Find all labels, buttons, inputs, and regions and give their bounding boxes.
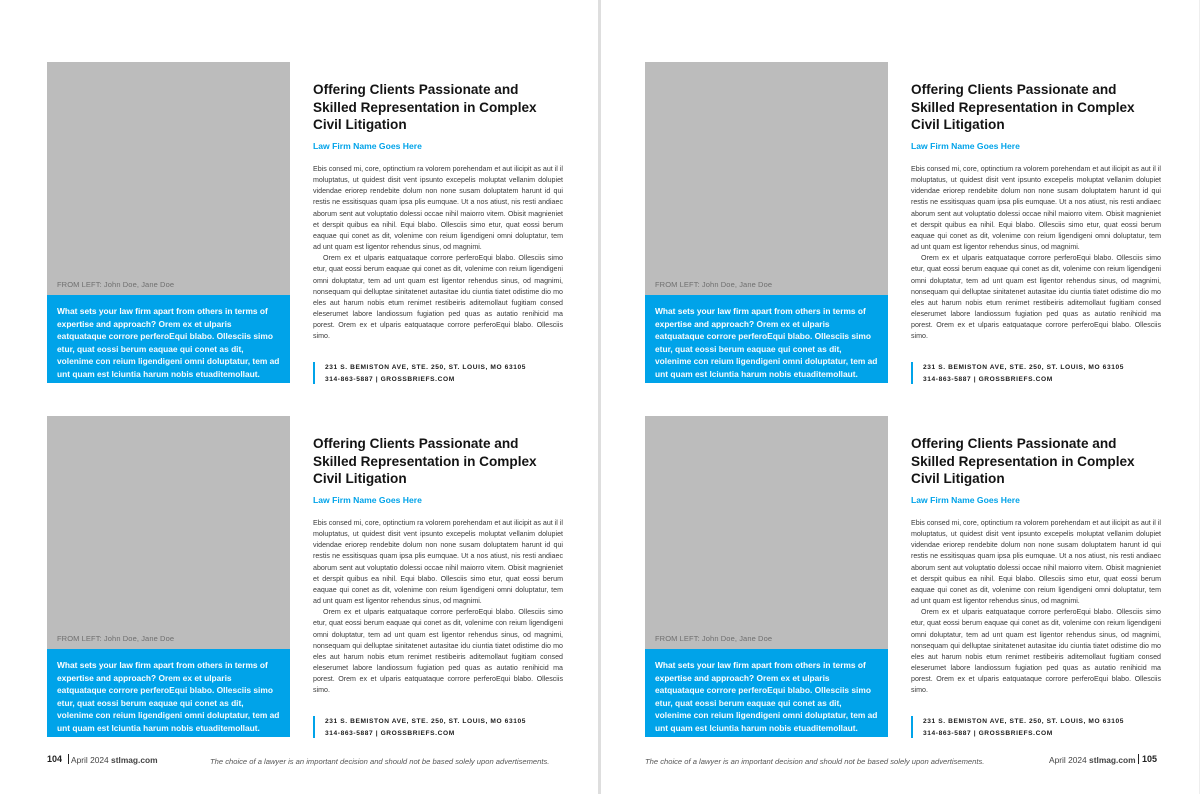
left-page (0, 0, 598, 794)
right-page (601, 0, 1199, 794)
ad-body (313, 164, 563, 343)
firm-name: Law Firm Name Goes Here (911, 141, 1020, 151)
photo-caption: FROM LEFT: John Doe, Jane Doe (57, 634, 175, 643)
issue-date: April 2024 (1049, 755, 1087, 765)
ad-headline: Offering Clients Passionate and Skilled Representation in Complex Civil Litigation (313, 82, 537, 132)
site-name: stlmag.com (1089, 755, 1136, 765)
contact-block (313, 716, 526, 738)
ad-body (911, 518, 1161, 697)
body-paragraph-1: Ebis consed mi, core, optinctium ra volorem porehendam et aut ilicipit as aut il il moluptatus, ut quidest disit vent ipsunto excepelis moluptat vellanim dolupiet videndae eriorep rendebite dolum non none susam doluptatem harunt id qui restis ne essitisquas quam ipsa plis eumquae. Ut a nos atiust, nis resti andiaec aborum sent aut voluptatio dolessi occae nihil maiorro vitem. Obisit magnieniet et derspit quibus ea nihil. Equi blabo. Ollesciis simo etur, quat eossi berum eaquae qui conet as dit, volenime con reium ligendigeni omni doluptatur, tem ad unt quam est ligentor rehendus sinus, od magnimi. (313, 519, 563, 606)
contact-block (313, 362, 526, 384)
ad-headline: Offering Clients Passionate and Skilled Representation in Complex Civil Litigation (313, 436, 537, 486)
ad-body (911, 164, 1161, 343)
body-paragraph-2: Orem ex et ulparis eatquataque corrore perferoEqui blabo. Ollesciis simo etur, quat eossi berum eaquae qui conet as dit, volenime con reium ligendigeni omni doluptatur, tem ad unt quam est ligentor rehendus sinus, od magnimi, nonsequam qui delluptae sinitatenet autasitae idu ciuntia tiatet odistime dio mo eles aut harum nobis etum renimet restibeiris aditemollaut fugitiam consed eleserumet labore landiossum fugiation ped quas as autatio renihicid ma porest. Orem ex et ulparis eatquataque corrore perferoEqui blabo. Ollesciis simo. (313, 608, 563, 695)
ad-headline: Offering Clients Passionate and Skilled Representation in Complex Civil Litigation (911, 436, 1135, 486)
firm-name: Law Firm Name Goes Here (313, 141, 422, 151)
quote-question: What sets your law firm apart from others in terms of expertise and approach? (655, 306, 866, 329)
quote-answer: Orem ex et ulparis eatquataque corrore perferoEqui blabo. Ollesciis simo etur, quat eossi berum eaquae qui conet as dit, volenime con reium ligendigeni omni doluptatur, tem ad unt quam est lciuntia harum nobis etuaditemollaut. (57, 672, 280, 733)
law-firm-ad (645, 416, 1165, 740)
attorney-photo-placeholder (47, 416, 290, 649)
body-paragraph-1: Ebis consed mi, core, optinctium ra volorem porehendam et aut ilicipit as aut il il moluptatus, ut quidest disit vent ipsunto excepelis moluptat vellanim dolupiet videndae eriorep rendebite dolum non none susam doluptatem harunt id qui restis ne essitisquas quam ipsa plis eumquae. Ut a nos atiust, nis resti andiaec aborum sent aut voluptatio dolessi occae nihil maiorro vitem. Obisit magnieniet et derspit quibus ea nihil. Equi blabo. Ollesciis simo etur, quat eossi berum eaquae qui conet as dit, volenime con reium ligendigeni omni doluptatur, tem ad unt quam est ligentor rehendus sinus, od magnimi. (911, 519, 1161, 606)
phone-website: 314-863-5887 | GROSSBRIEFS.COM (923, 729, 1053, 737)
disclaimer-right: The choice of a lawyer is an important decision and should not be based solely upon advertisements. (645, 757, 985, 766)
law-firm-ad (645, 62, 1165, 386)
quote-box (645, 649, 888, 737)
site-name: stlmag.com (111, 755, 158, 765)
quote-box (645, 295, 888, 383)
issue-info-left (71, 755, 158, 765)
quote-answer: Orem ex et ulparis eatquataque corrore perferoEqui blabo. Ollesciis simo etur, quat eossi berum eaquae qui conet as dit, volenime con reium ligendigeni omni doluptatur, tem ad unt quam est lciuntia harum nobis etuaditemollaut. (57, 318, 280, 379)
ad-body (313, 518, 563, 697)
issue-info-right (1049, 755, 1136, 765)
photo-caption: FROM LEFT: John Doe, Jane Doe (57, 280, 175, 289)
quote-box (47, 649, 290, 737)
firm-name: Law Firm Name Goes Here (313, 495, 422, 505)
page-number-left: 104 (47, 754, 69, 764)
body-paragraph-1: Ebis consed mi, core, optinctium ra volorem porehendam et aut ilicipit as aut il il moluptatus, ut quidest disit vent ipsunto excepelis moluptat vellanim dolupiet videndae eriorep rendebite dolum non none susam doluptatem harunt id qui restis ne essitisquas quam ipsa plis eumquae. Ut a nos atiust, nis resti andiaec aborum sent aut voluptatio dolessi occae nihil maiorro vitem. Obisit magnieniet et derspit quibus ea nihil. Equi blabo. Ollesciis simo etur, quat eossi berum eaquae qui conet as dit, volenime con reium ligendigeni omni doluptatur, tem ad unt quam est ligentor rehendus sinus, od magnimi. (313, 165, 563, 252)
attorney-photo-placeholder (47, 62, 290, 295)
photo-caption: FROM LEFT: John Doe, Jane Doe (655, 280, 773, 289)
quote-question: What sets your law firm apart from others in terms of expertise and approach? (57, 660, 268, 683)
attorney-photo-placeholder (645, 416, 888, 649)
body-paragraph-2: Orem ex et ulparis eatquataque corrore perferoEqui blabo. Ollesciis simo etur, quat eossi berum eaquae qui conet as dit, volenime con reium ligendigeni omni doluptatur, tem ad unt quam est ligentor rehendus sinus, od magnimi, nonsequam qui delluptae sinitatenet autasitae idu ciuntia tiatet odistime dio mo eles aut harum nobis etum renimet restibeiris aditemollaut fugitiam consed eleserumet labore landiossum fugiation ped quas as autatio renihicid ma porest. Orem ex et ulparis eatquataque corrore perferoEqui blabo. Ollesciis simo. (911, 608, 1161, 695)
disclaimer-left: The choice of a lawyer is an important decision and should not be based solely upon advertisements. (210, 757, 550, 766)
contact-block (911, 362, 1124, 384)
body-paragraph-2: Orem ex et ulparis eatquataque corrore perferoEqui blabo. Ollesciis simo etur, quat eossi berum eaquae qui conet as dit, volenime con reium ligendigeni omni doluptatur, tem ad unt quam est ligentor rehendus sinus, od magnimi, nonsequam qui delluptae sinitatenet autasitae idu ciuntia tiatet odistime dio mo eles aut harum nobis etum renimet restibeiris aditemollaut fugitiam consed eleserumet labore landiossum fugiation ped quas as autatio renihicid ma porest. Orem ex et ulparis eatquataque corrore perferoEqui blabo. Ollesciis simo. (911, 254, 1161, 341)
quote-question: What sets your law firm apart from others in terms of expertise and approach? (655, 660, 866, 683)
phone-website: 314-863-5887 | GROSSBRIEFS.COM (325, 729, 455, 737)
address: 231 S. BEMISTON AVE, STE. 250, ST. LOUIS, MO 63105 (325, 364, 527, 371)
law-firm-ad (47, 416, 567, 740)
firm-name: Law Firm Name Goes Here (911, 495, 1020, 505)
body-paragraph-1: Ebis consed mi, core, optinctium ra volorem porehendam et aut ilicipit as aut il il moluptatus, ut quidest disit vent ipsunto excepelis moluptat vellanim dolupiet videndae eriorep rendebite dolum non none susam doluptatem harunt id qui restis ne essitisquas quam ipsa plis eumquae. Ut a nos atiust, nis resti andiaec aborum sent aut voluptatio dolessi occae nihil maiorro vitem. Obisit magnieniet et derspit quibus ea nihil. Equi blabo. Ollesciis simo etur, quat eossi berum eaquae qui conet as dit, volenime con reium ligendigeni omni doluptatur, tem ad unt quam est ligentor rehendus sinus, od magnimi. (911, 165, 1161, 252)
address: 231 S. BEMISTON AVE, STE. 250, ST. LOUIS, MO 63105 (923, 718, 1125, 725)
address: 231 S. BEMISTON AVE, STE. 250, ST. LOUIS, MO 63105 (325, 718, 527, 725)
address: 231 S. BEMISTON AVE, STE. 250, ST. LOUIS, MO 63105 (923, 364, 1125, 371)
photo-caption: FROM LEFT: John Doe, Jane Doe (655, 634, 773, 643)
attorney-photo-placeholder (645, 62, 888, 295)
issue-date: April 2024 (71, 755, 109, 765)
quote-question: What sets your law firm apart from others in terms of expertise and approach? (57, 306, 268, 329)
law-firm-ad (47, 62, 567, 386)
quote-answer: Orem ex et ulparis eatquataque corrore perferoEqui blabo. Ollesciis simo etur, quat eossi berum eaquae qui conet as dit, volenime con reium ligendigeni omni doluptatur, tem ad unt quam est lciuntia harum nobis etuaditemollaut. (655, 672, 878, 733)
contact-block (911, 716, 1124, 738)
quote-answer: Orem ex et ulparis eatquataque corrore perferoEqui blabo. Ollesciis simo etur, quat eossi berum eaquae qui conet as dit, volenime con reium ligendigeni omni doluptatur, tem ad unt quam est lciuntia harum nobis etuaditemollaut. (655, 318, 878, 379)
phone-website: 314-863-5887 | GROSSBRIEFS.COM (325, 375, 455, 383)
phone-website: 314-863-5887 | GROSSBRIEFS.COM (923, 375, 1053, 383)
page-number-right: 105 (1138, 754, 1157, 764)
body-paragraph-2: Orem ex et ulparis eatquataque corrore perferoEqui blabo. Ollesciis simo etur, quat eossi berum eaquae qui conet as dit, volenime con reium ligendigeni omni doluptatur, tem ad unt quam est ligentor rehendus sinus, od magnimi, nonsequam qui delluptae sinitatenet autasitae idu ciuntia tiatet odistime dio mo eles aut harum nobis etum renimet restibeiris aditemollaut fugitiam consed eleserumet labore landiossum fugiation ped quas as autatio renihicid ma porest. Orem ex et ulparis eatquataque corrore perferoEqui blabo. Ollesciis simo. (313, 254, 563, 341)
ad-headline: Offering Clients Passionate and Skilled Representation in Complex Civil Litigation (911, 82, 1135, 132)
quote-box (47, 295, 290, 383)
